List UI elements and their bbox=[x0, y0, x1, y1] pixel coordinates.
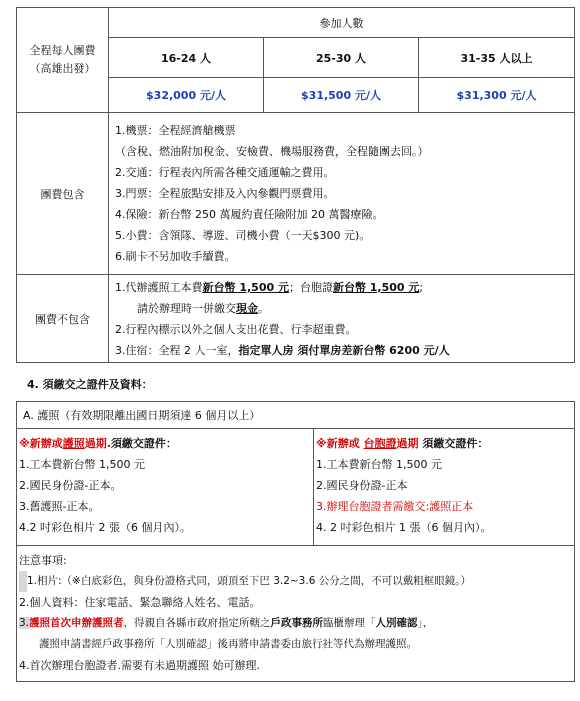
passport-req-item: 4.2 吋彩色相片 2 張（6 個月內）。 bbox=[19, 521, 191, 534]
group-size-3: 31-35 人以上 bbox=[419, 38, 575, 78]
note-item: 1.相片:（※白底彩色，與身份證格式同，頭頂至下巴 3.2~3.6 公分之間，不可以戴粗框眼鏡。） bbox=[17, 571, 574, 592]
included-item: 6.刷卡不另加收手續費。 bbox=[115, 250, 236, 263]
included-item: 1.機票：全程經濟艙機票 bbox=[115, 124, 236, 137]
notes-title: 注意事項: bbox=[19, 554, 67, 567]
group-size-1: 16-24 人 bbox=[109, 38, 264, 78]
fee-row-header-line2: （高雄出發） bbox=[29, 62, 96, 75]
excluded-item: 3.住宿：全程 2 人一室，指定單人房 須付單房差新台幣 6200 元/人 bbox=[115, 343, 450, 357]
passport-req-title: ※新辦或護照過期.須繳交證件： bbox=[19, 437, 177, 450]
included-item: 4.保險：新台幣 250 萬履約責任險附加 20 萬醫療險。 bbox=[115, 208, 384, 221]
passport-req-item: 3.舊護照-正本。 bbox=[19, 500, 100, 513]
group-price-3: $31,300 元/人 bbox=[419, 78, 575, 113]
section-title: 4. 須繳交之證件及資料： bbox=[27, 378, 153, 391]
passport-req-item: 2.國民身份證-正本。 bbox=[19, 479, 122, 492]
note-item: 3.護照首次申辦護照者，得親自各縣市政府指定所轄之戶政事務所臨櫃辦理「人別確認」， bbox=[19, 617, 434, 629]
mtp-req-item: 3.辦理台胞證者需繳交:護照正本 bbox=[316, 500, 474, 513]
included-label: 團費包含 bbox=[17, 113, 109, 275]
documents-table bbox=[16, 401, 575, 682]
notes-cell bbox=[17, 546, 575, 682]
included-item: 3.門票：全程旅點安排及入內參觀門票費用。 bbox=[115, 187, 335, 200]
excluded-item: 請於辦理時一併繳交現金。 bbox=[137, 301, 269, 315]
mtp-req-title: ※新辦或 台胞證過期 須繳交證件： bbox=[316, 437, 489, 450]
mtp-requirements bbox=[314, 429, 575, 546]
passport-req-item: 1.工本費新台幣 1,500 元 bbox=[19, 458, 145, 471]
excluded-list bbox=[109, 275, 575, 363]
group-price-1: $32,000 元/人 bbox=[109, 78, 264, 113]
passport-requirements bbox=[17, 429, 314, 546]
included-item: 5.小費：含領隊、導遊、司機小費（一天$300 元)。 bbox=[115, 229, 371, 242]
group-price-2: $31,500 元/人 bbox=[264, 78, 419, 113]
excluded-item: 2.行程內標示以外之個人支出花費、行李超重費。 bbox=[115, 322, 357, 336]
passport-header: A. 護照（有效期限離出國日期須達 6 個月以上） bbox=[17, 402, 575, 429]
included-item: 2.交通：行程表內所需各種交通運輸之費用。 bbox=[115, 166, 335, 179]
mtp-req-item: 1.工本費新台幣 1,500 元 bbox=[316, 458, 442, 471]
group-size-2: 25-30 人 bbox=[264, 38, 419, 78]
fee-row-header-line1: 全程每人團費 bbox=[29, 44, 96, 57]
excluded-item: 1.代辦護照工本費新台幣 1,500 元；台胞證新台幣 1,500 元; bbox=[115, 280, 424, 294]
note-item: 護照申請書經戶政事務所「人別確認」後再將申請書委由旅行社等代為辦理護照。 bbox=[39, 638, 417, 650]
fee-table bbox=[16, 7, 575, 363]
note-item: 4.首次辦理台胞證者.需要有未過期護照 始可辦理. bbox=[19, 659, 260, 672]
note-item: 2.個人資料：住家電話、緊急聯絡人姓名、電話。 bbox=[19, 596, 261, 609]
included-list bbox=[109, 113, 575, 275]
mtp-req-item: 2.國民身份證-正本 bbox=[316, 479, 408, 492]
included-item: （含稅、燃油附加稅金、安檢費、機場服務費，全程隨團去回。） bbox=[115, 145, 429, 158]
participants-header: 參加人數 bbox=[109, 8, 575, 38]
excluded-label: 團費不包含 bbox=[17, 275, 109, 363]
fee-row-header bbox=[17, 8, 109, 113]
mtp-req-item: 4. 2 吋彩色相片 1 張（6 個月內）。 bbox=[316, 521, 492, 534]
